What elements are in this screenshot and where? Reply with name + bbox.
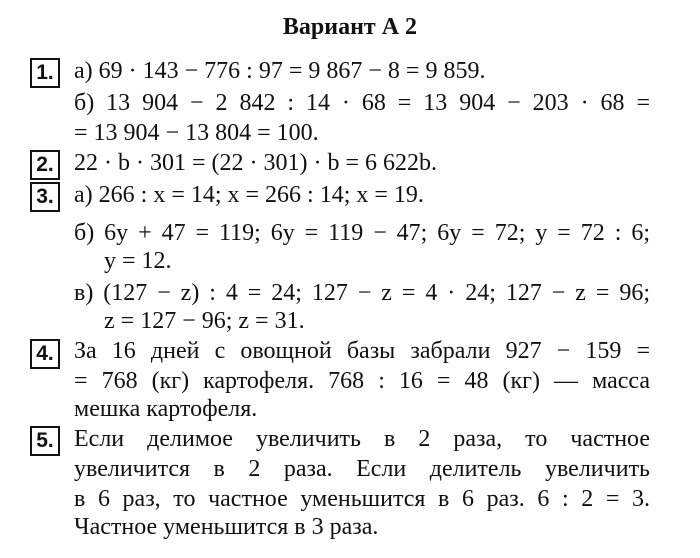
problem-1-line-2: б) 13 904 − 2 842 : 14 · 68 = 13 904 − 203 · 68 = bbox=[74, 90, 650, 116]
problem-5-line-2: увеличится в 2 раза. Если делитель увеличить bbox=[74, 456, 650, 482]
problem-1-line-3: = 13 904 − 13 804 = 100. bbox=[74, 120, 319, 146]
problem-3-line-4: в) (127 − z) : 4 = 24; 127 − z = 4 · 24; 127 − z = 96; bbox=[74, 280, 650, 306]
problem-5-line-1: Если делимое увеличить в 2 раза, то частное bbox=[74, 426, 650, 452]
problem-5-line-3: в 6 раз, то частное уменьшится в 6 раз. 6 : 2 = 3. bbox=[74, 486, 650, 512]
problem-2-line-1: 22 · b · 301 = (22 · 301) · b = 6 622b. bbox=[74, 150, 438, 176]
problem-number-4: 4. bbox=[30, 339, 60, 369]
problem-number-2: 2. bbox=[30, 150, 60, 180]
problem-3-line-1: а) 266 : x = 14; x = 266 : 14; x = 19. bbox=[74, 182, 424, 208]
problem-number-1: 1. bbox=[30, 58, 60, 88]
problem-3-line-2: б) 6y + 47 = 119; 6y = 119 − 47; 6y = 72; y = 72 : 6; bbox=[74, 220, 650, 246]
problem-3-line-3: y = 12. bbox=[104, 248, 172, 274]
problem-1-line-1: а) 69 · 143 − 776 : 97 = 9 867 − 8 = 9 859. bbox=[74, 58, 486, 84]
problem-number-5: 5. bbox=[30, 426, 60, 456]
page-title: Вариант А 2 bbox=[282, 14, 418, 40]
problem-number-3: 3. bbox=[30, 182, 60, 212]
problem-3-line-5: z = 127 − 96; z = 31. bbox=[104, 308, 305, 334]
problem-4-line-3: мешка картофеля. bbox=[74, 396, 258, 422]
problem-5-line-4: Частное уменьшится в 3 раза. bbox=[74, 514, 379, 540]
problem-4-line-2: = 768 (кг) картофеля. 768 : 16 = 48 (кг) — масса bbox=[74, 368, 650, 394]
problem-4-line-1: За 16 дней с овощной базы забрали 927 − 159 = bbox=[74, 338, 650, 364]
